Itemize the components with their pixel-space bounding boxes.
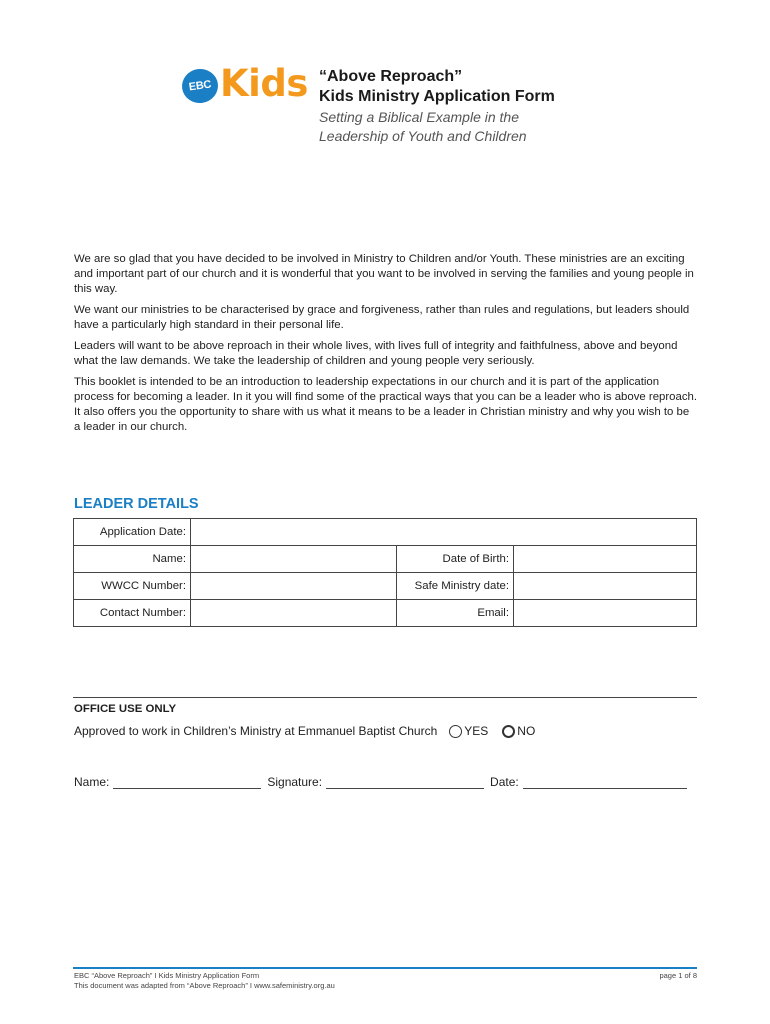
approval-row [74, 724, 549, 738]
title-block [319, 67, 555, 145]
approval-radio-group [449, 724, 549, 738]
name-field[interactable] [191, 546, 397, 573]
footer-divider [73, 967, 697, 969]
table-row [74, 573, 697, 600]
intro-paragraph: Leaders will want to be above reproach in their whole lives, with lives full of integrity and faithfulness, above and beyond what the law demands. We take the leadership of children and young people very seriously. [74, 340, 678, 367]
office-signature-label: Signature: [267, 775, 323, 789]
date-of-birth-field[interactable] [514, 546, 697, 573]
safe-ministry-date-field[interactable] [514, 573, 697, 600]
office-use-heading: OFFICE USE ONLY [74, 703, 177, 715]
logo-mark: EBC [180, 67, 220, 106]
leader-details-table [73, 518, 697, 627]
logo-word: Kids [220, 62, 308, 105]
document-title-line2: Kids Ministry Application Form [319, 88, 555, 105]
approval-text: Approved to work in Children’s Ministry at Emmanuel Baptist Church [74, 724, 438, 738]
footer-line1: EBC “Above Reproach” I Kids Ministry Application Form [74, 971, 260, 980]
intro-paragraph: We are so glad that you have decided to be involved in Ministry to Children and/or Youth. These ministries are an exciting and important part of our church and it is wonderful that you want to be involved in serving the families and young people in this way. [74, 253, 694, 295]
document-title-line1: “Above Reproach” [319, 68, 463, 85]
office-signature-line[interactable] [326, 774, 484, 789]
email-field[interactable] [514, 600, 697, 627]
office-divider [73, 697, 697, 698]
office-date-label: Date: [490, 775, 519, 789]
yes-label: YES [464, 724, 489, 738]
no-radio[interactable] [502, 725, 515, 738]
intro-paragraph: This booklet is intended to be an introduction to leadership expectations in our church and it is part of the application process for becoming a leader. In it you will find some of the practical ways that you can be a leader who is above reproach. It also offers you the opportunity to share with us what it means to be a leader in Christian ministry and why you wish to be a leader in our church. [74, 376, 698, 433]
safe-ministry-date-label: Safe Ministry date: [397, 573, 514, 600]
name-label: Name: [74, 546, 191, 573]
table-row [74, 600, 697, 627]
leader-details-heading: LEADER DETAILS [74, 496, 199, 512]
page-footer [74, 971, 697, 991]
application-date-field[interactable] [191, 519, 697, 546]
email-label: Email: [397, 600, 514, 627]
yes-radio[interactable] [449, 725, 462, 738]
intro-text [74, 252, 698, 441]
table-row [74, 519, 697, 546]
office-name-line[interactable] [113, 774, 261, 789]
ebc-kids-logo [182, 62, 308, 105]
no-label: NO [517, 724, 536, 738]
wwcc-number-label: WWCC Number: [74, 573, 191, 600]
intro-paragraph: We want our ministries to be characterised by grace and forgiveness, rather than rules and regulations, but leaders should have a particularly high standard in their personal life. [74, 304, 690, 331]
table-row [74, 546, 697, 573]
document-subtitle-line1: Setting a Biblical Example in the [319, 109, 519, 125]
document-subtitle-line2: Leadership of Youth and Children [319, 128, 527, 144]
date-of-birth-label: Date of Birth: [397, 546, 514, 573]
office-name-label: Name: [74, 775, 110, 789]
contact-number-label: Contact Number: [74, 600, 191, 627]
signature-row [74, 774, 697, 789]
page-number: page 1 of 8 [659, 971, 697, 980]
footer-line2: This document was adapted from “Above Reproach” I www.safeministry.org.au [74, 981, 335, 990]
wwcc-number-field[interactable] [191, 573, 397, 600]
contact-number-field[interactable] [191, 600, 397, 627]
application-date-label: Application Date: [74, 519, 191, 546]
office-date-line[interactable] [523, 774, 687, 789]
